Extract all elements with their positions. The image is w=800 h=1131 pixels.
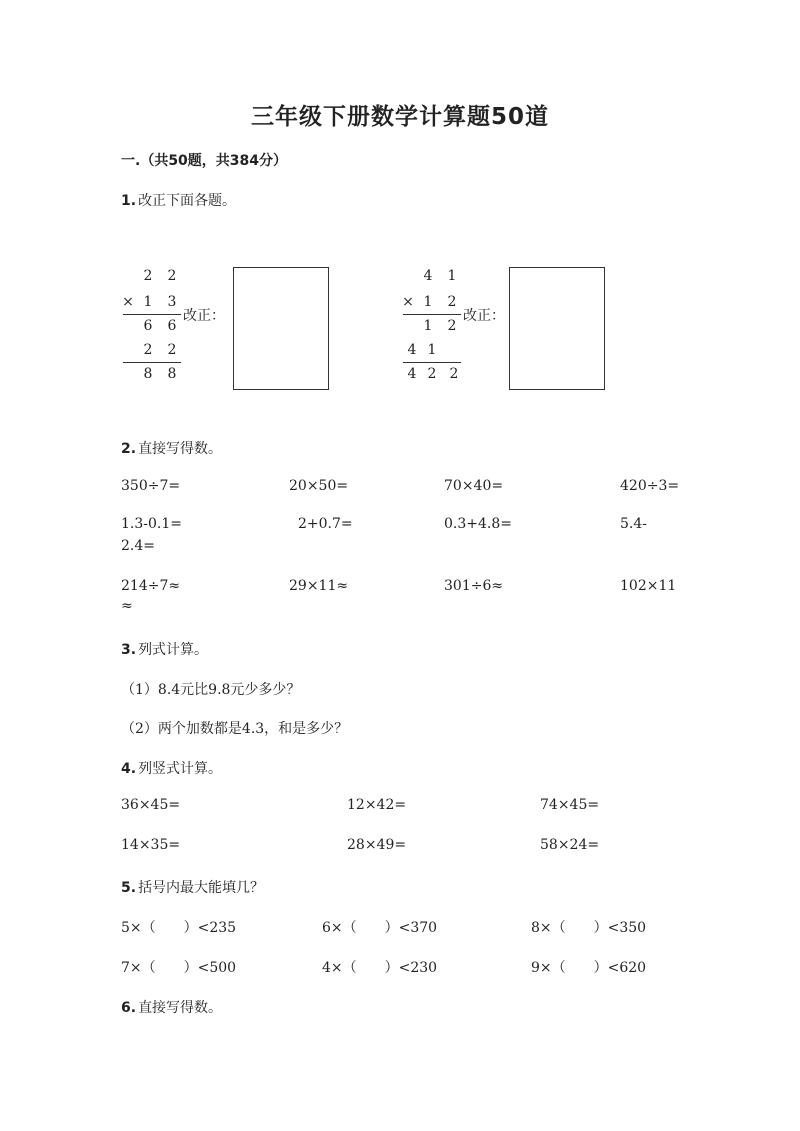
digit: 8	[143, 366, 153, 382]
problem: 12×42=	[347, 797, 407, 813]
problem: 9×（ ）<620	[531, 960, 647, 976]
wrong-multiplication-left	[121, 268, 211, 388]
problem: 5.4-	[620, 516, 647, 532]
problem: 36×45=	[121, 797, 181, 813]
problem: 102×11	[620, 578, 677, 594]
problem: 20×50=	[289, 478, 349, 494]
digit: 4	[423, 268, 433, 284]
word-problem: （1）8.4元比9.8元少多少？	[121, 682, 301, 698]
times-sign: ×	[122, 294, 134, 310]
problem: 74×45=	[540, 797, 600, 813]
problem: 2+0.7=	[298, 516, 353, 532]
digit: 2	[447, 318, 457, 334]
question-3	[121, 639, 208, 659]
digit: 1	[423, 318, 433, 334]
problem: 29×11≈	[289, 578, 349, 594]
digit: 1	[427, 342, 437, 358]
digit: 2	[449, 366, 459, 382]
question-4	[121, 758, 222, 778]
problem: 0.3+4.8=	[444, 516, 512, 532]
answer-box-left[interactable]	[233, 267, 329, 390]
fix-label: 改正：	[463, 308, 505, 324]
question-number: 2.	[121, 441, 137, 457]
digit: 2	[143, 268, 153, 284]
problem: 58×24=	[540, 837, 600, 853]
digit: 2	[167, 342, 177, 358]
digit: 2	[427, 366, 437, 382]
digit: 2	[447, 294, 457, 310]
problem: 6×（ ）<370	[322, 920, 438, 936]
rule-line	[403, 362, 461, 363]
rule-line	[123, 362, 181, 363]
question-number: 6.	[121, 1000, 137, 1016]
page-title: 三年级下册数学计算题50道	[250, 104, 549, 130]
problem: 70×40=	[444, 478, 504, 494]
problem: 5×（ ）<235	[121, 920, 237, 936]
problem: 350÷7=	[121, 478, 181, 494]
question-6	[121, 997, 222, 1017]
problem: 214÷7≈	[121, 578, 181, 594]
times-sign: ×	[402, 294, 414, 310]
problem: 301÷6≈	[444, 578, 504, 594]
fix-label: 改正：	[183, 308, 225, 324]
rule-line	[123, 314, 181, 315]
problem: 4×（ ）<230	[322, 960, 438, 976]
digit: 1	[447, 268, 457, 284]
digit: 2	[143, 342, 153, 358]
digit: 3	[167, 294, 177, 310]
question-number: 5.	[121, 880, 137, 896]
digit: 2	[167, 268, 177, 284]
question-number: 1.	[121, 193, 137, 209]
problem: 1.3-0.1=	[121, 516, 182, 532]
answer-box-right[interactable]	[509, 267, 605, 390]
question-number: 4.	[121, 761, 137, 777]
question-prompt: 列式计算。	[138, 642, 209, 658]
problem-wrap: 2.4=	[121, 538, 155, 554]
section-header: 一.（共50题，共384分）	[121, 153, 288, 169]
digit: 4	[407, 342, 417, 358]
digit: 1	[143, 294, 153, 310]
digit: 4	[407, 366, 417, 382]
problem: 7×（ ）<500	[121, 960, 237, 976]
problem: 8×（ ）<350	[531, 920, 647, 936]
problem: 28×49=	[347, 837, 407, 853]
question-prompt: 直接写得数。	[138, 441, 223, 457]
question-prompt: 改正下面各题。	[138, 193, 237, 209]
question-1	[121, 190, 236, 210]
question-prompt: 直接写得数。	[138, 1000, 223, 1016]
digit: 6	[167, 318, 177, 334]
problem: 420÷3=	[620, 478, 680, 494]
wrong-multiplication-right	[401, 268, 491, 388]
question-number: 3.	[121, 642, 137, 658]
digit: 6	[143, 318, 153, 334]
problem: 14×35=	[121, 837, 181, 853]
question-prompt: 列竖式计算。	[138, 761, 223, 777]
question-5	[121, 877, 264, 897]
digit: 1	[423, 294, 433, 310]
word-problem: （2）两个加数都是4.3，和是多少？	[121, 721, 349, 737]
problem-wrap: ≈	[121, 598, 133, 614]
rule-line	[403, 314, 461, 315]
question-prompt: 括号内最大能填几？	[138, 880, 265, 896]
digit: 8	[167, 366, 177, 382]
question-2	[121, 438, 222, 458]
